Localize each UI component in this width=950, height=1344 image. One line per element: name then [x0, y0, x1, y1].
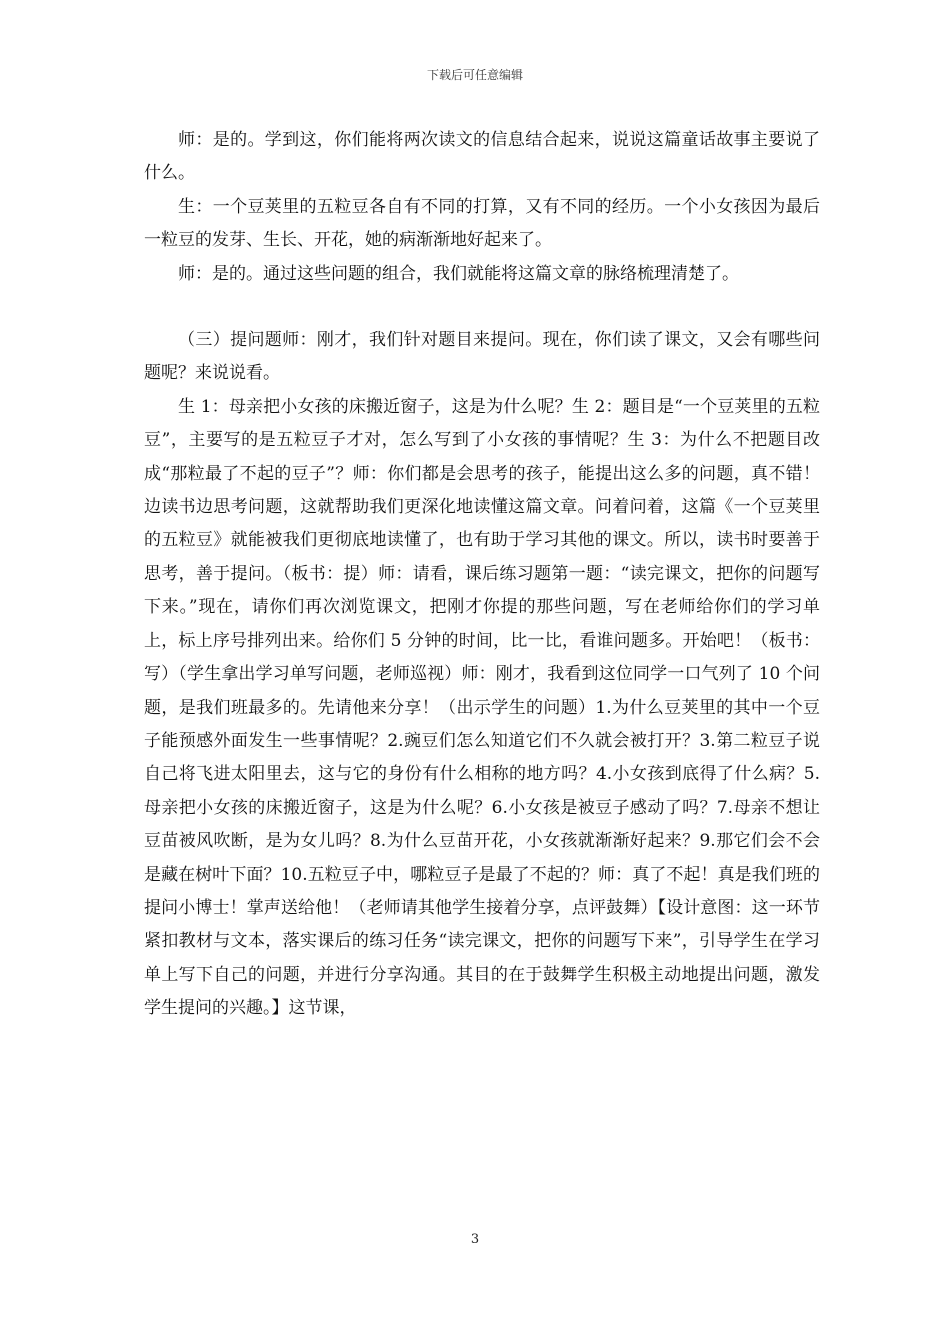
paragraph-student-summary: 生：一个豆荚里的五粒豆各自有不同的打算，又有不同的经历。一个小女孩因为最后一粒豆的发芽、生长、开花，她的病渐渐地好起来了。	[144, 196, 820, 251]
paragraph-student-questions: 生 1：母亲把小女孩的床搬近窗子，这是为什么呢？生 2：题目是“一个豆荚里的五粒豆”，主要写的是五粒豆子才对，怎么写到了小女孩的事情呢？生 3：为什么不把题目改成“那粒最了不起的豆子”？师：你们都是会思考的孩子，能提出这么多的问题，真不错！边读书边思考问题，这就帮助我们更深化地读懂这篇文章。问着问着，这篇《一个豆荚里的五粒豆》就能被我们更彻底地读懂了，也有助于学习其他的课文。所以，读书时要善于思考，善于提问。（板书：提）师：请看，课后练习题第一题：“读完课文，把你的问题写下来。”现在，请你们再次浏览课文，把刚才你提的那些问题，写在老师给你们的学习单上，标上序号排列出来。给你们 5 分钟的时间，比一比，看谁问题多。开始吧！（板书：写）（学生拿出学习单写问题，老师巡视）师：刚才，我看到这位同学一口气列了 10 个问题，是我们班最多的。先请他来分享！（出示学生的问题）1.为什么豆荚里的其中一个豆子能预感外面发生一些事情呢？2.豌豆们怎么知道它们不久就会被打开？3.第二粒豆子说自己将飞进太阳里去，这与它的身份有什么相称的地方吗？4.小女孩到底得了什么病？5.母亲把小女孩的床搬近窗子，这是为什么呢？6.小女孩是被豆子感动了吗？7.母亲不想让豆苗被风吹断，是为女儿吗？8.为什么豆苗开花，小女孩就渐渐好起来？9.那它们会不会是藏在树叶下面？10.五粒豆子中，哪粒豆子是最了不起的？师：真了不起！真是我们班的提问小博士！掌声送给他！（老师请其他学生接着分享，点评鼓舞）【设计意图：这一环节紧扣教材与文本，落实课后的练习任务“读完课文，把你的问题写下来”，引导学生在学习单上写下自己的问题，并进行分享沟通。其目的在于鼓舞学生积极主动地提出问题，激发学生提问的兴趣。】这节课，	[144, 396, 820, 1019]
page-number: 3	[470, 1232, 480, 1247]
document-body	[144, 124, 820, 1026]
paragraph-section-three-heading: （三）提问题师：刚才，我们针对题目来提问。现在，你们读了课文，又会有哪些问题呢？来说说看。	[144, 330, 820, 384]
paragraph-teacher-summary-prompt: 师：是的。学到这，你们能将两次读文的信息结合起来，说说这篇童话故事主要说了什么。	[144, 130, 820, 184]
page-header: 下载后可任意编辑	[426, 68, 523, 82]
paragraph-teacher-conclusion: 师：是的。通过这些问题的组合，我们就能将这篇文章的脉络梳理清楚了。	[178, 263, 739, 284]
paragraph-spacer	[144, 291, 820, 324]
